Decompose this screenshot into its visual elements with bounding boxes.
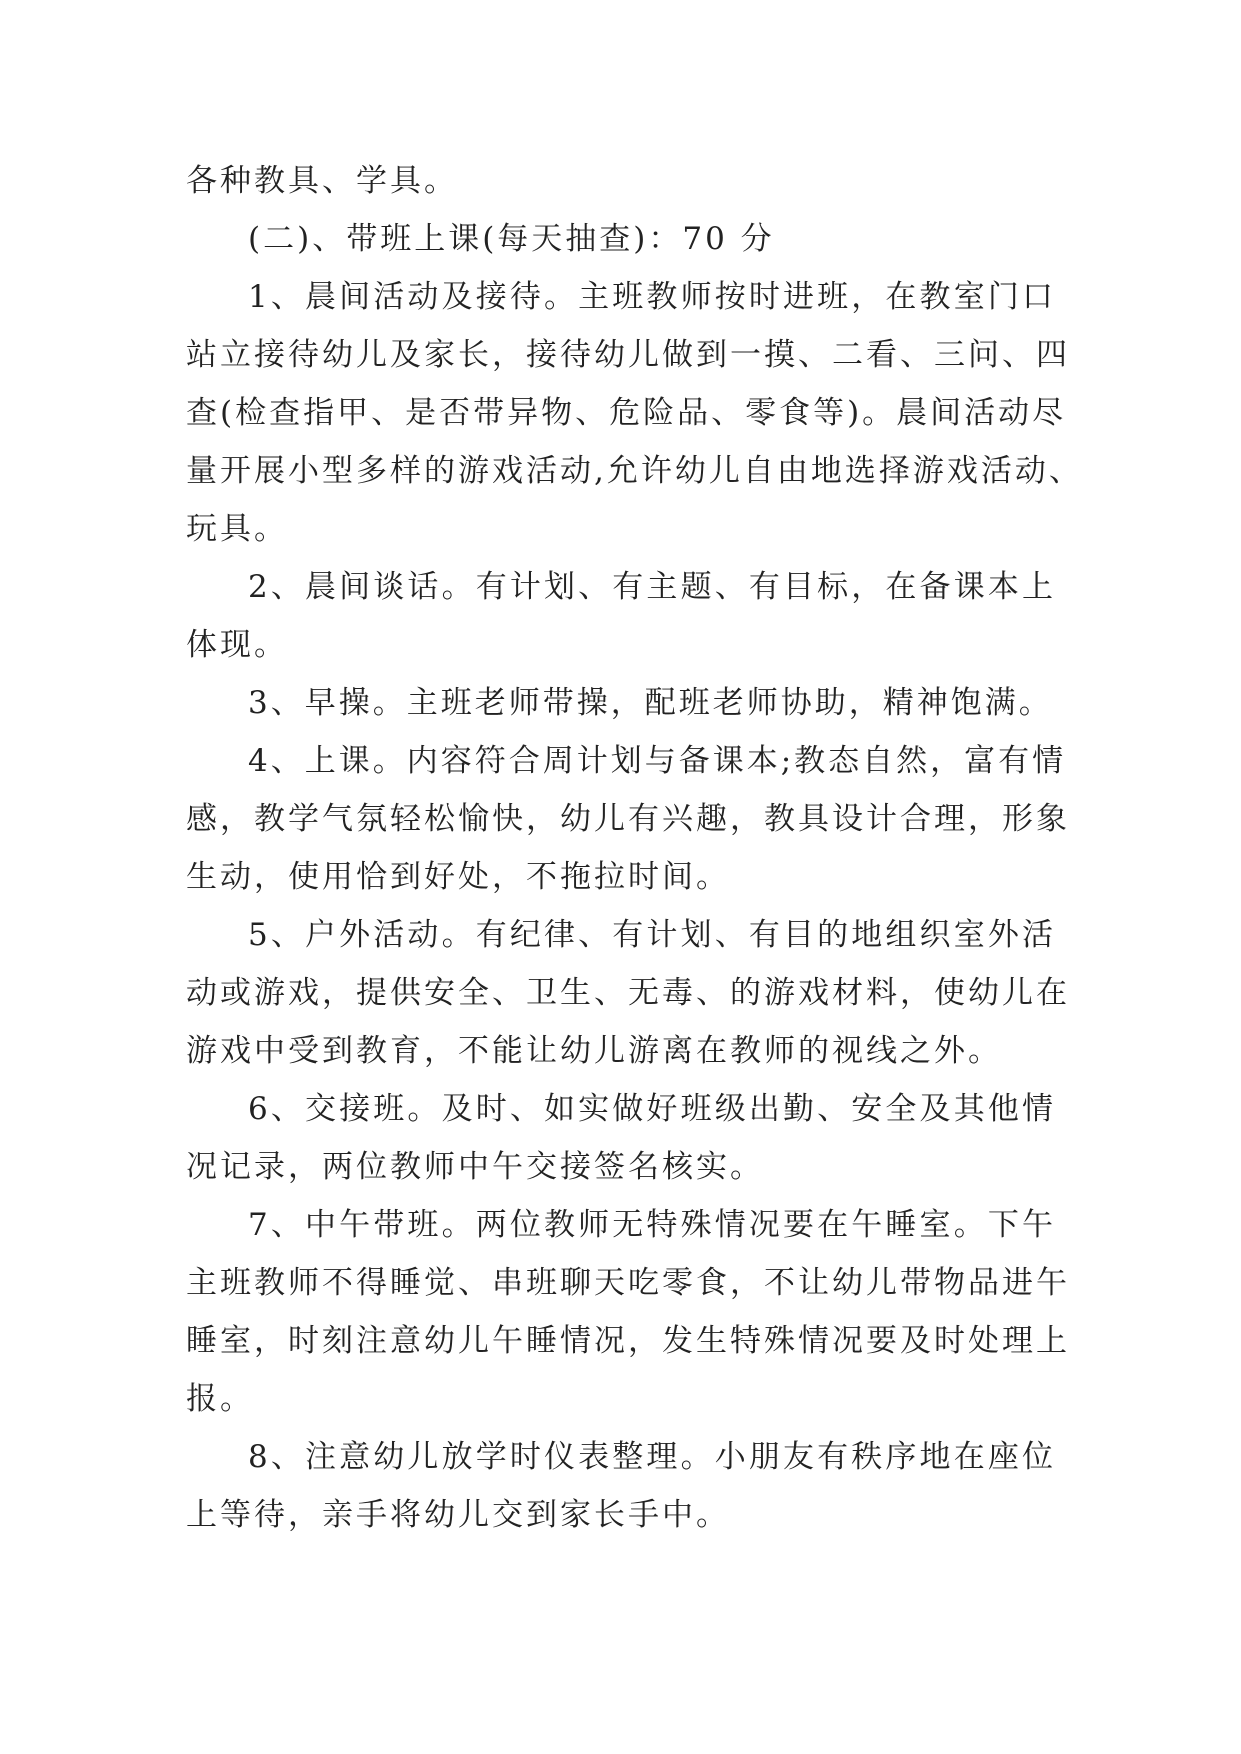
text-line: 上等待，亲手将幼儿交到家长手中。 <box>186 1497 730 1533</box>
text-line: 2、晨间谈话。有计划、有主题、有目标，在备课本上 <box>248 569 1056 605</box>
text-line: 睡室，时刻注意幼儿午睡情况，发生特殊情况要及时处理上 <box>186 1323 1070 1359</box>
text-line: 站立接待幼儿及家长，接待幼儿做到一摸、二看、三问、四 <box>186 337 1070 373</box>
text-line: 1、晨间活动及接待。主班教师按时进班，在教室门口 <box>248 279 1056 315</box>
document-body <box>186 152 1083 1544</box>
text-line: 游戏中受到教育，不能让幼儿游离在教师的视线之外。 <box>186 1033 1002 1069</box>
text-line: 况记录，两位教师中午交接签名核实。 <box>186 1149 764 1185</box>
text-line: 7、中午带班。两位教师无特殊情况要在午睡室。下午 <box>248 1207 1056 1243</box>
text-line: 主班教师不得睡觉、串班聊天吃零食，不让幼儿带物品进午 <box>186 1265 1070 1301</box>
text-line: 生动，使用恰到好处，不拖拉时间。 <box>186 859 730 895</box>
text-line: (二)、带班上课(每天抽查)：70 分 <box>248 221 775 257</box>
text-line: 6、交接班。及时、如实做好班级出勤、安全及其他情 <box>248 1091 1056 1127</box>
text-line: 感，教学气氛轻松愉快，幼儿有兴趣，教具设计合理，形象 <box>186 801 1070 837</box>
text-line: 各种教具、学具。 <box>186 163 458 199</box>
text-line: 玩具。 <box>186 511 288 547</box>
text-line: 体现。 <box>186 627 288 663</box>
text-line: 5、户外活动。有纪律、有计划、有目的地组织室外活 <box>248 917 1056 953</box>
text-line: 查(检查指甲、是否带异物、危险品、零食等)。晨间活动尽 <box>186 395 1067 431</box>
text-line: 4、上课。内容符合周计划与备课本;教态自然，富有情 <box>248 743 1067 779</box>
text-line: 3、早操。主班老师带操，配班老师协助，精神饱满。 <box>248 685 1053 721</box>
text-line: 量开展小型多样的游戏活动,允许幼儿自由地选择游戏活动、 <box>186 453 1083 489</box>
text-line: 报。 <box>186 1381 254 1417</box>
text-line: 动或游戏，提供安全、卫生、无毒、的游戏材料，使幼儿在 <box>186 975 1070 1011</box>
text-line: 8、注意幼儿放学时仪表整理。小朋友有秩序地在座位 <box>248 1439 1056 1475</box>
